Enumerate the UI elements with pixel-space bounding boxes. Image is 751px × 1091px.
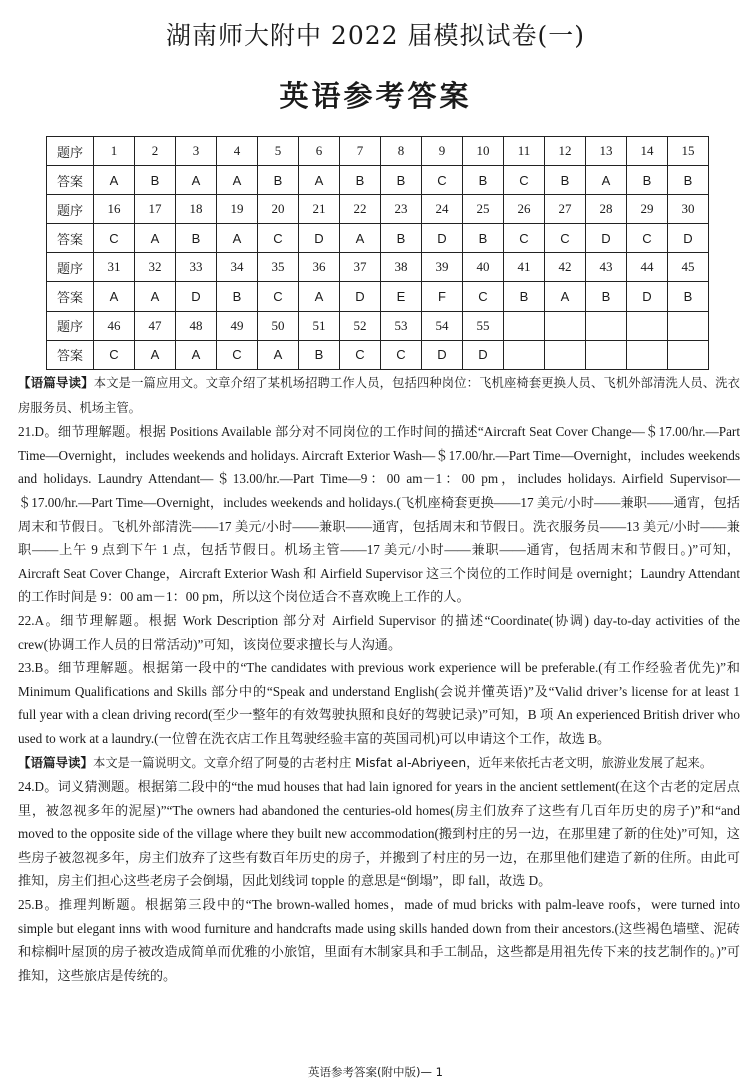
answer-cell: C — [94, 340, 135, 369]
answer-cell: C — [545, 224, 586, 253]
answer-cell: B — [463, 224, 504, 253]
question-cell: 48 — [176, 311, 217, 340]
answer-cell: D — [463, 340, 504, 369]
guide-text: 本文是一篇说明文。文章介绍了阿曼的古老村庄 Misfat al-Abriyeen，近年来依托古老文明，旅游业发展了起来。 — [93, 755, 713, 770]
answer-cell: A — [217, 224, 258, 253]
answer-cell — [545, 340, 586, 369]
explanation-text: B。细节理解题。根据第一段中的“The candidates with previous work experience will be preferable.(有工作经验者优先)”和 Minimum Qualifications and Skills 部分中的“Speak and understand English(会说并懂英语)”及“Valid driver’s license for at least 1 full year with a clean driving record(至少一整年的有效驾驶执照和良好的驾驶记录)”可知，B 项 An experienced British driver who used to work at a laundry.(一位曾在洗衣店工作且驾驶经验丰富的英国司机)可以申请这个工作，故选 B。 — [18, 660, 740, 746]
question-cell: 20 — [258, 195, 299, 224]
exam-title: 湖南师大附中 2022 届模拟试卷(一) — [165, 21, 586, 50]
question-cell: 19 — [217, 195, 258, 224]
answer-cell: B — [258, 166, 299, 195]
question-number: 25. — [18, 897, 35, 913]
question-cell: 35 — [258, 253, 299, 282]
question-cell: 38 — [381, 253, 422, 282]
answer-cell: C — [381, 340, 422, 369]
page-title: 英语参考答案 — [279, 79, 472, 113]
question-cell: 32 — [135, 253, 176, 282]
answer-cell: B — [135, 166, 176, 195]
row-label-question: 题序 — [47, 253, 94, 282]
answer-cell: C — [94, 224, 135, 253]
answer-cell: A — [94, 166, 135, 195]
question-cell: 23 — [381, 195, 422, 224]
question-cell: 8 — [381, 137, 422, 166]
answer-cell: D — [340, 282, 381, 311]
answer-cell: D — [627, 282, 668, 311]
question-cell: 46 — [94, 311, 135, 340]
explanation-text: A。细节理解题。根据 Work Description 部分对 Airfield Supervisor 的描述“Coordinate(协调) day-to-day activities of the crew(协调工作人员的日常活动)”可知，该岗位要求擅长与人沟通。 — [18, 612, 740, 652]
question-cell: 27 — [545, 195, 586, 224]
question-cell: 31 — [94, 253, 135, 282]
answer-row — [47, 166, 709, 195]
answer-cell — [504, 340, 545, 369]
answer-cell: D — [422, 224, 463, 253]
answer-cell: B — [381, 224, 422, 253]
row-label-answer: 答案 — [47, 282, 94, 311]
row-label-answer: 答案 — [47, 340, 94, 369]
guide-heading: 【语篇导读】 — [18, 375, 94, 390]
answer-cell: D — [299, 224, 340, 253]
answer-cell: B — [381, 166, 422, 195]
answer-cell: A — [135, 282, 176, 311]
question-cell: 24 — [422, 195, 463, 224]
answer-cell: A — [299, 166, 340, 195]
question-cell: 4 — [217, 137, 258, 166]
answer-cell: C — [217, 340, 258, 369]
question-cell: 2 — [135, 137, 176, 166]
answer-cell: D — [668, 224, 709, 253]
question-cell: 1 — [94, 137, 135, 166]
answer-cell: B — [504, 282, 545, 311]
answer-cell: C — [504, 224, 545, 253]
answer-cell: A — [135, 224, 176, 253]
page-footer: 英语参考答案(附中版)— 1 — [308, 1065, 443, 1079]
answer-cell: C — [340, 340, 381, 369]
answer-cell: E — [381, 282, 422, 311]
question-cell: 50 — [258, 311, 299, 340]
answer-cell: A — [94, 282, 135, 311]
explanations — [18, 371, 740, 987]
question-cell — [545, 311, 586, 340]
answer-cell: D — [586, 224, 627, 253]
question-cell: 30 — [668, 195, 709, 224]
row-label-answer: 答案 — [47, 224, 94, 253]
question-cell: 17 — [135, 195, 176, 224]
answer-cell: A — [258, 340, 299, 369]
question-cell: 12 — [545, 137, 586, 166]
answer-cell: A — [586, 166, 627, 195]
question-cell: 3 — [176, 137, 217, 166]
row-label-question: 题序 — [47, 137, 94, 166]
answer-explanation — [18, 420, 740, 609]
answer-cell: A — [217, 166, 258, 195]
question-cell: 16 — [94, 195, 135, 224]
question-cell: 44 — [627, 253, 668, 282]
explanation-text: D。细节理解题。根据 Positions Available 部分对不同岗位的工作时间的描述“Aircraft Seat Cover Change—＄17.00/hr.—Part Time—Overnight，includes weekends and holidays. Aircraft Exterior Wash—＄17.00/hr.—Part Time—Overnight，includes weekends and holidays. Laundry Attendant—＄13.00/hr.—Part Time—9：00 am－1：00 pm，includes holidays. Airfield Supervisor—＄17.00/hr.—Part Time—Overnight，includes weekends and holidays.(飞机座椅套更换——17 美元/小时——兼职——通宵，包括周末和节假日。飞机外部清洗——17 美元/小时——兼职——通宵，包括周末和节假日。洗衣服务员——13 美元/小时——兼职——上午 9 点到下午 1 点，包括节假日。机场主管——17 美元/小时——兼职——通宵，包括周末和节假日。)”可知，Aircraft Seat Cover Change，Aircraft Exterior Wash 和 Airfield Supervisor 这三个岗位的工作时间是 overnight；Laundry Attendant 的工作时间是 9：00 am－1：00 pm，所以这个岗位适合不喜欢晚上工作的人。 — [18, 424, 740, 605]
question-cell: 54 — [422, 311, 463, 340]
answer-cell — [627, 340, 668, 369]
question-cell: 34 — [217, 253, 258, 282]
question-cell: 25 — [463, 195, 504, 224]
answer-table — [46, 136, 709, 370]
question-cell: 28 — [586, 195, 627, 224]
question-cell: 7 — [340, 137, 381, 166]
answer-cell: B — [627, 166, 668, 195]
answer-cell: A — [176, 166, 217, 195]
answer-cell: A — [299, 282, 340, 311]
row-label-question: 题序 — [47, 195, 94, 224]
passage-guide — [18, 371, 740, 420]
question-cell: 22 — [340, 195, 381, 224]
question-number: 24. — [18, 779, 35, 795]
answer-cell: C — [258, 224, 299, 253]
question-row — [47, 253, 709, 282]
question-cell: 40 — [463, 253, 504, 282]
question-cell: 11 — [504, 137, 545, 166]
question-cell: 18 — [176, 195, 217, 224]
question-cell: 13 — [586, 137, 627, 166]
question-cell: 15 — [668, 137, 709, 166]
question-cell: 29 — [627, 195, 668, 224]
question-cell: 53 — [381, 311, 422, 340]
answer-explanation — [18, 893, 740, 987]
row-label-answer: 答案 — [47, 166, 94, 195]
question-cell — [504, 311, 545, 340]
answer-cell: A — [135, 340, 176, 369]
answer-cell: A — [340, 224, 381, 253]
question-cell — [668, 311, 709, 340]
answer-cell — [586, 340, 627, 369]
question-cell: 33 — [176, 253, 217, 282]
question-row — [47, 195, 709, 224]
explanation-text: D。词义猜测题。根据第二段中的“the mud houses that had lain ignored for years in the ancient settlement(在这个古老的定居点里，被忽视多年的泥屋)”“The owners had abandoned the centuries-old homes(房主们放弃了这些有几百年历史的房子)”和“and moved to the opposite side of the village where they built new accommodation(搬到村庄的另一边，在那里建了新的住处)”可知，这些房子被忽视多年，房主们放弃了这些有数百年历史的房子，并搬到了村庄的另一边，在那里他们建造了新的住所。由此可推知，房主们担心这些老房子会倒塌，因此划线词 topple 的意思是“倒塌”，即 fall，故选 D。 — [18, 779, 740, 889]
answer-cell: D — [176, 282, 217, 311]
answer-cell: C — [258, 282, 299, 311]
question-cell: 5 — [258, 137, 299, 166]
question-cell: 36 — [299, 253, 340, 282]
answer-cell: B — [586, 282, 627, 311]
answer-row — [47, 282, 709, 311]
answer-cell: B — [668, 282, 709, 311]
question-cell: 43 — [586, 253, 627, 282]
question-cell: 41 — [504, 253, 545, 282]
passage-guide — [18, 751, 740, 776]
answer-cell: B — [545, 166, 586, 195]
question-cell: 52 — [340, 311, 381, 340]
answer-cell: A — [545, 282, 586, 311]
question-cell: 55 — [463, 311, 504, 340]
answer-cell: C — [504, 166, 545, 195]
question-cell: 37 — [340, 253, 381, 282]
answer-cell: B — [299, 340, 340, 369]
question-cell: 45 — [668, 253, 709, 282]
answer-cell: D — [422, 340, 463, 369]
answer-cell: B — [463, 166, 504, 195]
question-cell: 49 — [217, 311, 258, 340]
answer-row — [47, 340, 709, 369]
question-cell: 21 — [299, 195, 340, 224]
question-number: 22. — [18, 612, 35, 628]
question-cell — [586, 311, 627, 340]
answer-cell: B — [176, 224, 217, 253]
answer-cell: C — [422, 166, 463, 195]
answer-cell: A — [176, 340, 217, 369]
answer-explanation — [18, 656, 740, 750]
answer-explanation — [18, 609, 740, 656]
question-row — [47, 137, 709, 166]
answer-cell: C — [627, 224, 668, 253]
question-cell: 39 — [422, 253, 463, 282]
question-cell: 6 — [299, 137, 340, 166]
answer-row — [47, 224, 709, 253]
question-cell: 47 — [135, 311, 176, 340]
question-cell: 42 — [545, 253, 586, 282]
answer-cell — [668, 340, 709, 369]
row-label-question: 题序 — [47, 311, 94, 340]
question-cell: 9 — [422, 137, 463, 166]
guide-text: 本文是一篇应用文。文章介绍了某机场招聘工作人员，包括四种岗位：飞机座椅套更换人员、飞机外部清洗人员、洗衣房服务员、机场主管。 — [18, 376, 740, 415]
question-row — [47, 311, 709, 340]
question-cell: 10 — [463, 137, 504, 166]
answer-explanation — [18, 775, 740, 893]
answer-cell: B — [340, 166, 381, 195]
answer-cell: F — [422, 282, 463, 311]
question-number: 21. — [18, 424, 35, 440]
answer-cell: B — [668, 166, 709, 195]
explanation-text: B。推理判断题。根据第三段中的“The brown-walled homes，made of mud bricks with palm-leave roofs，were turned into simple but elegant inns with wood furniture and handcrafts made using skills handed down from their ancestors.(这些褐色墙壁、泥砖和棕榈叶屋顶的房子被改造成简单而优雅的小旅馆，里面有木制家具和手工制品，这些都是用祖先传下来的技艺制作的。)”可推知，这些旅店是传统的。 — [18, 897, 740, 983]
answer-cell: B — [217, 282, 258, 311]
answer-cell: C — [463, 282, 504, 311]
question-cell: 14 — [627, 137, 668, 166]
question-number: 23. — [18, 660, 35, 676]
question-cell: 26 — [504, 195, 545, 224]
guide-heading: 【语篇导读】 — [18, 754, 94, 770]
question-cell: 51 — [299, 311, 340, 340]
question-cell — [627, 311, 668, 340]
